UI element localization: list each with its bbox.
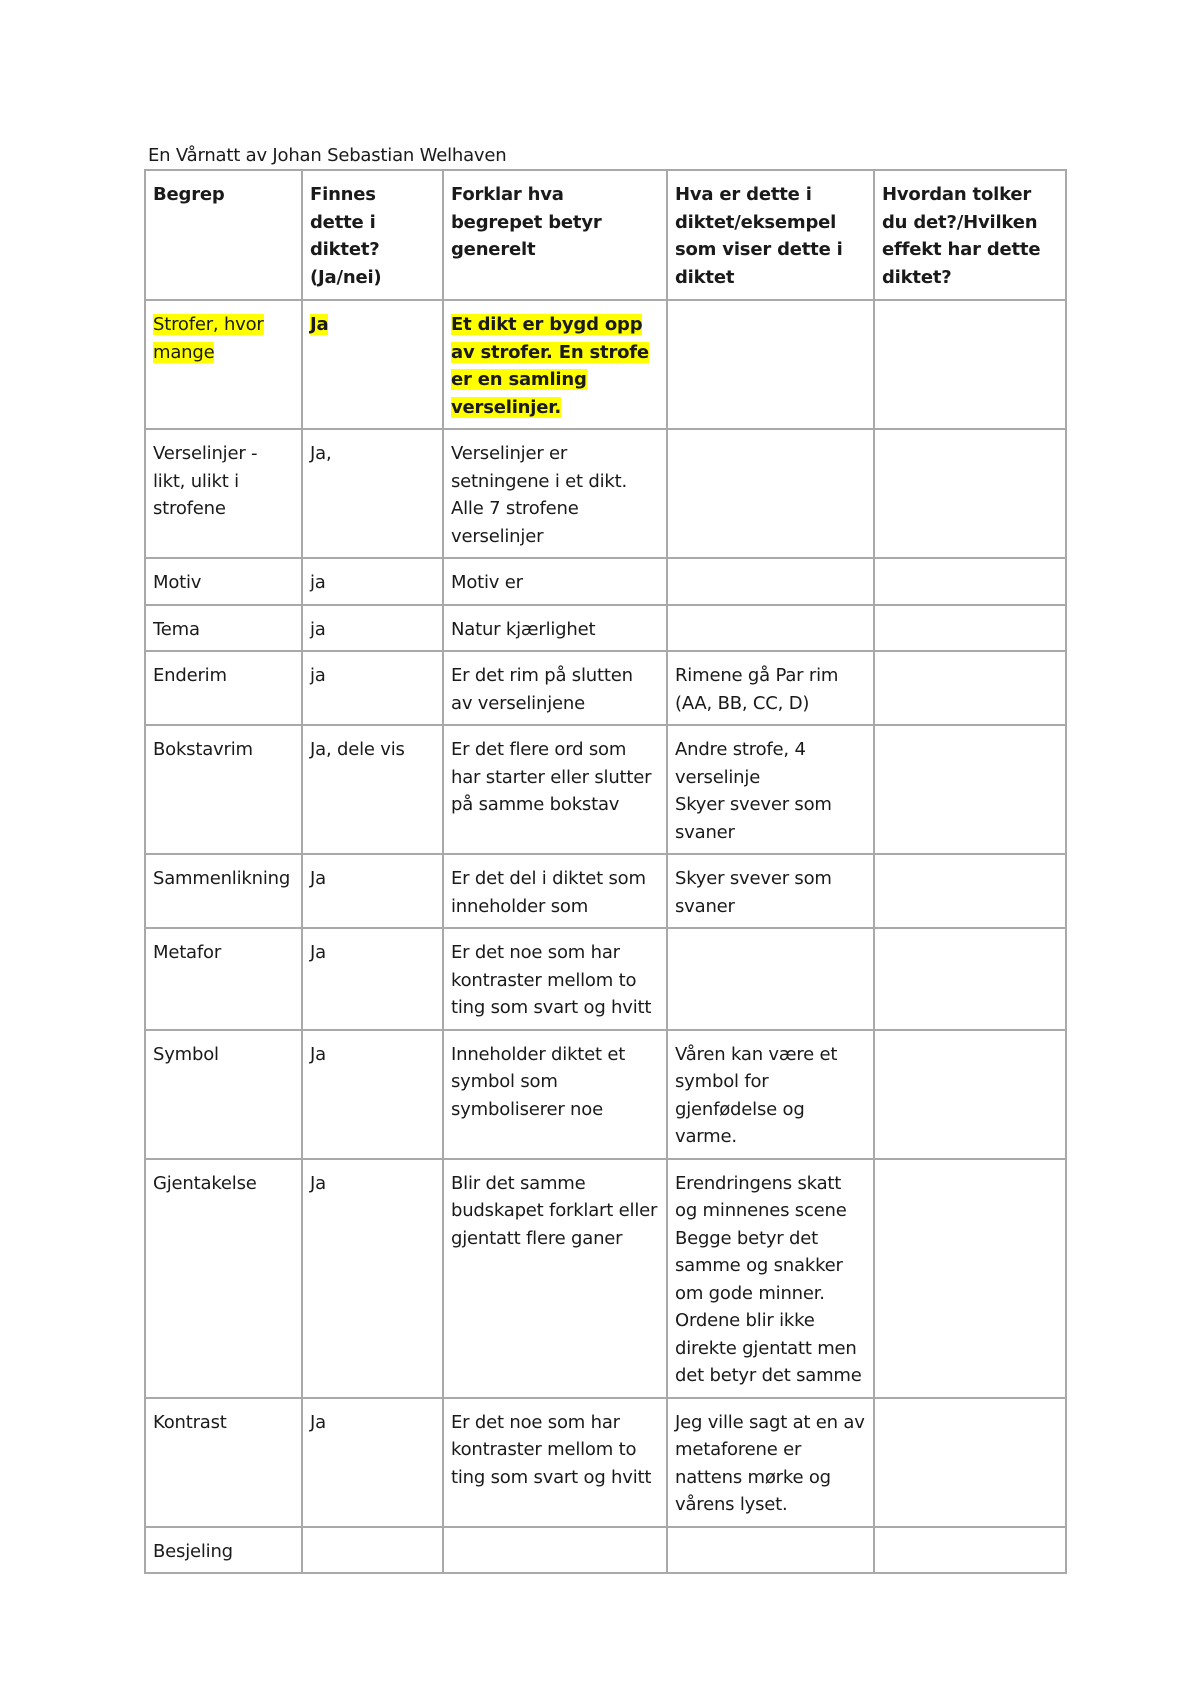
cell-begrep: Gjentakelse — [145, 1159, 302, 1398]
cell-eksempel — [667, 300, 874, 429]
cell-finnes: ja — [302, 605, 443, 652]
table-row — [145, 1030, 1066, 1159]
highlighted-text: Et dikt er bygd opp av strofer. En strofe er en samling verselinjer. — [451, 314, 649, 418]
header-begrep: Begrep — [145, 170, 302, 300]
table-row — [145, 854, 1066, 928]
cell-tolkning — [874, 429, 1066, 558]
cell-eksempel — [667, 558, 874, 605]
highlighted-text: Ja — [310, 314, 329, 335]
cell-begrep — [145, 300, 302, 429]
cell-begrep: Verselinjer - likt, ulikt i strofene — [145, 429, 302, 558]
cell-finnes: Ja — [302, 928, 443, 1030]
analysis-table — [144, 169, 1067, 1574]
cell-begrep: Tema — [145, 605, 302, 652]
cell-finnes: Ja — [302, 854, 443, 928]
cell-finnes: Ja — [302, 1030, 443, 1159]
cell-finnes — [302, 1527, 443, 1574]
cell-begrep: Metafor — [145, 928, 302, 1030]
cell-forklar — [443, 1527, 667, 1574]
table-row — [145, 429, 1066, 558]
cell-tolkning — [874, 651, 1066, 725]
cell-eksempel: Andre strofe, 4 verselinje Skyer svever som svaner — [667, 725, 874, 854]
cell-tolkning — [874, 725, 1066, 854]
cell-eksempel: Jeg ville sagt at en av metaforene er nattens mørke og vårens lyset. — [667, 1398, 874, 1527]
cell-eksempel: Våren kan være et symbol for gjenfødelse og varme. — [667, 1030, 874, 1159]
cell-finnes: Ja — [302, 1398, 443, 1527]
table-row — [145, 928, 1066, 1030]
cell-tolkning — [874, 928, 1066, 1030]
cell-eksempel: Skyer svever som svaner — [667, 854, 874, 928]
cell-finnes: ja — [302, 651, 443, 725]
cell-finnes — [302, 300, 443, 429]
table-row — [145, 300, 1066, 429]
cell-forklar: Er det del i diktet som inneholder som — [443, 854, 667, 928]
cell-forklar: Er det flere ord som har starter eller slutter på samme bokstav — [443, 725, 667, 854]
cell-tolkning — [874, 1159, 1066, 1398]
cell-finnes: Ja, dele vis — [302, 725, 443, 854]
cell-tolkning — [874, 854, 1066, 928]
cell-begrep: Bokstavrim — [145, 725, 302, 854]
header-eksempel: Hva er dette i diktet/eksempel som viser dette i diktet — [667, 170, 874, 300]
header-forklar: Forklar hva begrepet betyr generelt — [443, 170, 667, 300]
cell-begrep: Symbol — [145, 1030, 302, 1159]
cell-forklar: Verselinjer er setningene i et dikt. Alle 7 strofene verselinjer — [443, 429, 667, 558]
table-header-row — [145, 170, 1066, 300]
cell-finnes: ja — [302, 558, 443, 605]
cell-begrep: Sammenlikning — [145, 854, 302, 928]
document-title: En Vårnatt av Johan Sebastian Welhaven — [148, 145, 507, 166]
header-tolkning: Hvordan tolker du det?/Hvilken effekt har dette diktet? — [874, 170, 1066, 300]
cell-forklar: Er det noe som har kontraster mellom to ting som svart og hvitt — [443, 928, 667, 1030]
table-row — [145, 558, 1066, 605]
table-row — [145, 651, 1066, 725]
cell-begrep: Besjeling — [145, 1527, 302, 1574]
cell-eksempel: Erendringens skatt og minnenes scene Begge betyr det samme og snakker om gode minner. Ordene blir ikke direkte gjentatt men det betyr det samme — [667, 1159, 874, 1398]
cell-forklar — [443, 300, 667, 429]
header-finnes: Finnes dette i diktet? (Ja/nei) — [302, 170, 443, 300]
cell-forklar: Er det noe som har kontraster mellom to ting som svart og hvitt — [443, 1398, 667, 1527]
cell-tolkning — [874, 1398, 1066, 1527]
cell-forklar: Motiv er — [443, 558, 667, 605]
cell-begrep: Motiv — [145, 558, 302, 605]
cell-tolkning — [874, 558, 1066, 605]
cell-tolkning — [874, 605, 1066, 652]
cell-eksempel — [667, 1527, 874, 1574]
cell-finnes: Ja, — [302, 429, 443, 558]
cell-eksempel — [667, 928, 874, 1030]
cell-forklar: Blir det samme budskapet forklart eller gjentatt flere ganer — [443, 1159, 667, 1398]
table-row — [145, 725, 1066, 854]
cell-tolkning — [874, 300, 1066, 429]
table-row — [145, 1398, 1066, 1527]
cell-forklar: Natur kjærlighet — [443, 605, 667, 652]
cell-begrep: Enderim — [145, 651, 302, 725]
cell-finnes: Ja — [302, 1159, 443, 1398]
table-row — [145, 1527, 1066, 1574]
cell-begrep: Kontrast — [145, 1398, 302, 1527]
cell-eksempel — [667, 605, 874, 652]
table-row — [145, 1159, 1066, 1398]
cell-eksempel: Rimene gå Par rim (AA, BB, CC, D) — [667, 651, 874, 725]
highlighted-text: Strofer, hvor mange — [153, 314, 264, 363]
table-row — [145, 605, 1066, 652]
cell-forklar: Inneholder diktet et symbol som symboliserer noe — [443, 1030, 667, 1159]
cell-tolkning — [874, 1527, 1066, 1574]
cell-forklar: Er det rim på slutten av verselinjene — [443, 651, 667, 725]
cell-tolkning — [874, 1030, 1066, 1159]
cell-eksempel — [667, 429, 874, 558]
